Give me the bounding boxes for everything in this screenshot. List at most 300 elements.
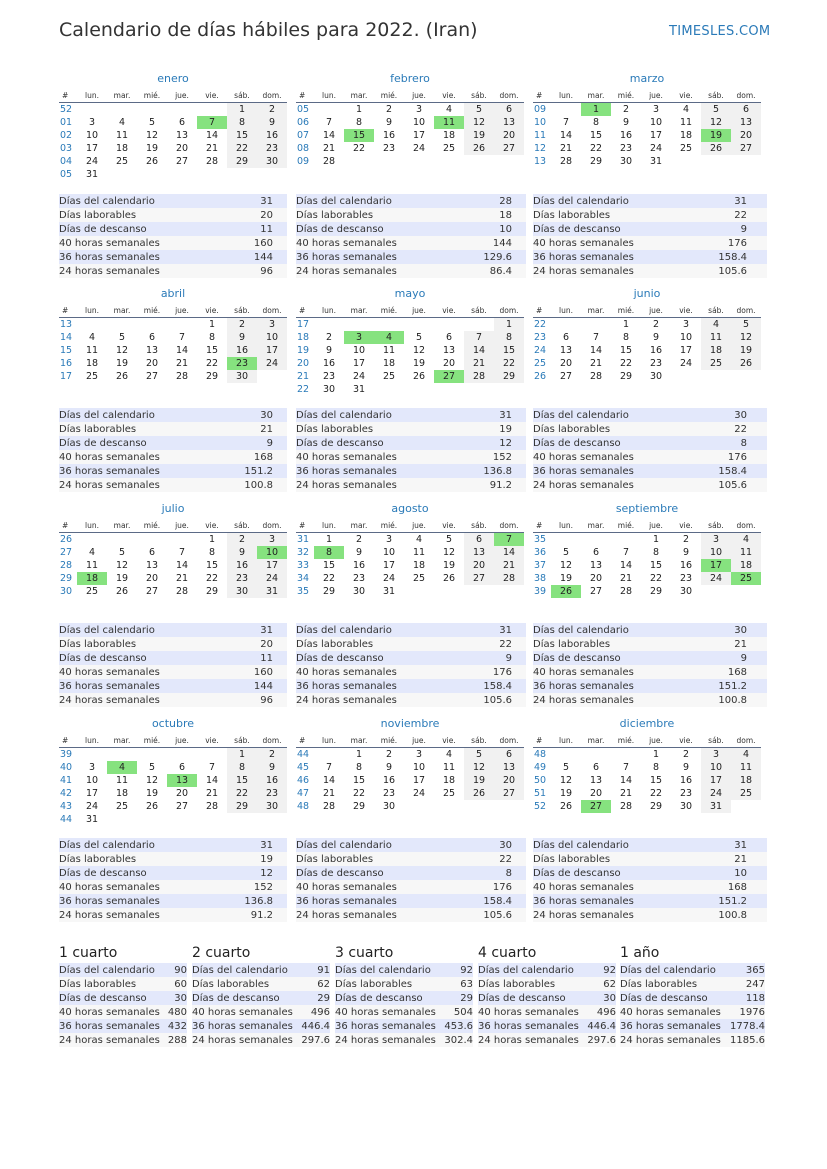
summary-label: Días de descanso [59,436,223,450]
summary-label: 40 horas semanales [296,450,462,464]
summary-value: 90 [167,963,187,977]
month-table [296,518,524,598]
day-cell: 23 [257,142,287,155]
week-number: 30 [60,586,73,597]
day-cell: 1 [652,534,660,545]
weekday-header: mar. [344,733,374,748]
day-cell: 6 [178,762,186,773]
week-number: 12 [534,143,547,154]
day-cell: 14 [619,560,633,571]
summary-row [296,894,526,908]
empty-cell [494,383,524,396]
summary-label: 36 horas semanales [59,679,223,693]
summary-label: 40 horas semanales [192,1005,299,1019]
day-cell: 19 [701,129,731,142]
summary-value: 31 [462,623,526,637]
day-cell: 10 [679,332,693,343]
day-cell: 4 [88,332,96,343]
day-cell: 20 [175,143,189,154]
summary-row [296,478,526,492]
summary-row [59,264,287,278]
summary-label: Días de descanso [533,436,697,450]
day-cell: 21 [175,573,189,584]
weekday-header-row [59,303,287,318]
weekday-header: dom. [731,733,761,748]
weekday-header: sáb. [227,518,257,533]
day-cell: 26 [115,371,129,382]
empty-cell [404,383,434,396]
summary-row [533,478,767,492]
summary-row [296,623,526,637]
summary-label: Días de descanso [296,436,462,450]
summary-value: 144 [462,236,526,250]
summary-value: 9 [697,222,767,236]
week-number: 22 [297,384,310,395]
summary-row [296,679,526,693]
day-cell: 18 [115,788,129,799]
brand-link[interactable]: TIMESLES.COM [669,24,771,39]
weekday-header: vie. [434,303,464,318]
weekday-header: mié. [374,518,404,533]
summary-label: Días de descanso [296,651,462,665]
week-row [296,546,524,559]
summary-label: 24 horas semanales [192,1033,299,1047]
weekday-header: sáb. [464,88,494,103]
summary-row [620,963,765,977]
month-noviembre [296,715,524,813]
week-row [296,533,524,547]
month-summary [533,623,767,707]
day-cell: 12 [442,547,456,558]
summary-label: 36 horas semanales [296,250,462,264]
empty-cell [494,585,524,598]
week-number: 28 [60,560,73,571]
weekday-header: lun. [77,733,107,748]
weekday-header: mar. [107,733,137,748]
summary-value: 11 [223,222,287,236]
month-title: octubre [151,717,195,730]
weekday-header: mar. [107,303,137,318]
day-cell: 19 [559,788,573,799]
day-cell: 5 [701,103,731,117]
summary-row [296,464,526,478]
day-cell: 21 [619,573,633,584]
summary-value: 30 [697,623,767,637]
weekday-header: lun. [314,303,344,318]
summary-label: Días laborables [620,977,728,991]
weekday-header: mar. [581,88,611,103]
week-row [59,559,287,572]
day-cell: 19 [559,573,573,584]
weekday-header: sáb. [227,733,257,748]
day-cell: 27 [559,371,573,382]
day-cell: 27 [581,800,611,813]
day-cell: 9 [385,762,393,773]
weekday-header: lun. [77,518,107,533]
day-cell: 8 [592,117,600,128]
day-cell: 14 [205,775,219,786]
summary-label: Días laborables [59,422,223,436]
day-cell: 17 [679,345,693,356]
summary-value: 31 [223,623,287,637]
day-cell: 31 [701,800,731,813]
quarter-block [478,943,616,1047]
day-cell: 20 [589,573,603,584]
day-cell: 28 [175,586,189,597]
day-cell: 25 [731,572,761,585]
summary-row [296,866,526,880]
weekday-header: dom. [731,303,761,318]
weekday-header-row [59,733,287,748]
summary-value: 28 [462,194,526,208]
summary-row [478,1005,616,1019]
day-cell: 5 [464,103,494,117]
day-cell: 5 [562,762,570,773]
summary-label: Días laborables [533,637,697,651]
page-title: Calendario de días hábiles para 2022. (Iran) [59,19,478,41]
quarter-block [59,943,187,1047]
day-cell: 25 [701,357,731,370]
day-cell: 7 [592,332,600,343]
summary-row [192,1019,330,1033]
summary-label: 36 horas semanales [533,894,697,908]
week-row [533,331,761,344]
summary-label: Días laborables [533,852,697,866]
day-cell: 17 [701,774,731,787]
day-cell: 5 [445,534,453,545]
summary-label: 36 horas semanales [533,464,697,478]
empty-cell [197,168,227,181]
month-octubre [59,715,287,826]
summary-row [192,991,330,1005]
weekday-header: dom. [494,733,524,748]
summary-row [59,478,287,492]
week-number: 35 [534,534,547,545]
summary-value: 30 [462,838,526,852]
day-cell: 31 [257,585,287,598]
empty-cell [197,103,227,117]
empty-cell [404,318,434,332]
month-title: abril [160,287,186,300]
summary-value: 31 [697,194,767,208]
empty-cell [167,318,197,332]
week-row [59,761,287,774]
summary-row [533,908,767,922]
weekday-header-row [533,303,761,318]
day-cell: 30 [257,800,287,813]
day-cell: 15 [227,129,257,142]
day-cell: 27 [494,787,524,800]
day-cell: 31 [382,586,396,597]
summary-row [533,866,767,880]
day-cell: 7 [178,547,186,558]
summary-label: 40 horas semanales [620,1005,728,1019]
summary-label: Días de descanso [478,991,585,1005]
weekday-header: lun. [551,518,581,533]
day-cell: 15 [649,560,663,571]
week-number: 52 [534,801,547,812]
summary-row [533,436,767,450]
day-cell: 27 [464,572,494,585]
week-row [59,103,287,117]
week-row [296,748,524,762]
summary-value: 29 [299,991,330,1005]
empty-cell [701,155,731,168]
day-cell: 25 [85,371,99,382]
weekday-header: # [533,88,551,103]
summary-value: 9 [462,651,526,665]
day-cell: 6 [148,547,156,558]
day-cell: 26 [145,156,159,167]
weekday-header-row [59,88,287,103]
day-cell: 16 [619,130,633,141]
day-cell: 14 [619,775,633,786]
week-row [533,357,761,370]
day-cell: 30 [679,586,693,597]
summary-label: 24 horas semanales [335,1033,442,1047]
quarter-title: 3 cuarto [335,945,394,961]
day-cell: 8 [622,332,630,343]
weekday-header: mié. [374,303,404,318]
day-cell: 8 [208,547,216,558]
empty-cell [494,800,524,813]
quarter-table [192,963,330,1047]
summary-label: 36 horas semanales [335,1019,442,1033]
summary-row [59,651,287,665]
day-cell: 18 [731,774,761,787]
day-cell: 22 [227,142,257,155]
day-cell: 30 [257,155,287,168]
day-cell: 2 [355,534,363,545]
day-cell: 11 [434,116,464,129]
week-row [533,116,761,129]
day-cell: 17 [85,143,99,154]
week-number: 17 [297,319,310,330]
weekday-header: mar. [581,518,611,533]
day-cell: 22 [494,357,524,370]
day-cell: 16 [382,130,396,141]
day-cell: 11 [731,546,761,559]
day-cell: 11 [731,761,761,774]
summary-label: Días laborables [192,977,299,991]
weekday-header: # [533,518,551,533]
summary-row [59,208,287,222]
weekday-header-row [296,303,524,318]
day-cell: 24 [85,156,99,167]
day-cell: 8 [355,117,363,128]
day-cell: 2 [257,103,287,117]
weekday-header: vie. [197,733,227,748]
week-number: 49 [534,762,547,773]
summary-row [59,464,287,478]
day-cell: 22 [205,358,219,369]
day-cell: 15 [494,344,524,357]
empty-cell [344,318,374,332]
day-cell: 11 [382,345,396,356]
month-table [533,733,761,813]
summary-value: 432 [167,1020,187,1032]
day-cell: 10 [257,331,287,344]
day-cell: 2 [227,533,257,547]
summary-value: 30 [697,408,767,422]
day-cell: 1 [355,104,363,115]
day-cell: 8 [208,332,216,343]
day-cell: 3 [385,534,393,545]
summary-row [59,1033,187,1047]
week-row [59,813,287,826]
empty-cell [137,318,167,332]
weekday-header: # [59,303,77,318]
summary-value: 31 [223,194,287,208]
day-cell: 6 [148,332,156,343]
day-cell: 5 [148,762,156,773]
day-cell: 25 [115,801,129,812]
summary-value: 20 [223,637,287,651]
week-number: 07 [297,130,310,141]
day-cell: 16 [322,358,336,369]
summary-label: 24 horas semanales [533,478,697,492]
weekday-header: mié. [611,733,641,748]
day-cell: 13 [589,775,603,786]
week-row [533,533,761,547]
day-cell: 19 [145,788,159,799]
day-cell: 6 [178,117,186,128]
week-row [533,155,761,168]
weekday-header: vie. [671,88,701,103]
summary-value: 105.6 [462,908,526,922]
day-cell: 27 [434,370,464,383]
weekday-header: mié. [611,88,641,103]
week-row [533,546,761,559]
summary-value: 22 [462,852,526,866]
summary-label: Días del calendario [59,194,223,208]
empty-cell [494,155,524,168]
week-row [533,559,761,572]
week-row [59,787,287,800]
day-cell: 6 [464,533,494,547]
summary-label: Días laborables [335,977,442,991]
weekday-header: jue. [641,303,671,318]
week-number: 25 [534,358,547,369]
month-summary [533,194,767,278]
empty-cell [731,370,761,383]
day-cell: 26 [464,142,494,155]
day-cell: 3 [257,533,287,547]
day-cell: 7 [494,533,524,547]
day-cell: 12 [412,345,426,356]
day-cell: 13 [145,560,159,571]
day-cell: 18 [382,358,396,369]
summary-value: 446.4 [301,1020,330,1032]
weekday-header: mié. [137,303,167,318]
week-row [296,357,524,370]
weekday-header: jue. [404,733,434,748]
day-cell: 29 [589,156,603,167]
summary-label: Días de descanso [296,866,462,880]
summary-value: 22 [697,208,767,222]
week-row [296,572,524,585]
day-cell: 29 [227,800,257,813]
week-row [533,787,761,800]
summary-value: 144 [223,250,287,264]
summary-label: 36 horas semanales [296,679,462,693]
summary-label: Días laborables [59,637,223,651]
summary-label: Días laborables [296,852,462,866]
summary-value: 10 [462,222,526,236]
summary-row [533,679,767,693]
summary-value: 92 [585,963,616,977]
week-number: 09 [534,104,547,115]
summary-label: 40 horas semanales [533,236,697,250]
month-summary [296,623,526,707]
week-number: 45 [297,762,310,773]
day-cell: 7 [178,332,186,343]
week-number: 44 [297,749,310,760]
day-cell: 20 [145,358,159,369]
day-cell: 3 [682,319,690,330]
day-cell: 4 [445,749,453,760]
day-cell: 23 [227,357,257,370]
day-cell: 16 [649,345,663,356]
weekday-header: jue. [167,88,197,103]
week-row [59,774,287,787]
day-cell: 5 [118,547,126,558]
day-cell: 18 [77,572,107,585]
summary-label: 24 horas semanales [533,693,697,707]
week-number: 31 [297,534,310,545]
day-cell: 15 [322,560,336,571]
day-cell: 26 [464,787,494,800]
week-number: 40 [60,762,73,773]
summary-row [59,908,287,922]
summary-row [533,222,767,236]
summary-value: 152 [223,880,287,894]
week-number: 06 [297,117,310,128]
summary-label: Días de descanso [533,651,697,665]
summary-value: 247 [728,977,765,991]
summary-label: Días del calendario [478,963,585,977]
day-cell: 6 [494,103,524,117]
weekday-header: mié. [137,733,167,748]
empty-cell [167,813,197,826]
summary-label: Días de descanso [296,222,462,236]
day-cell: 21 [205,788,219,799]
day-cell: 1 [622,319,630,330]
month-agosto [296,500,524,598]
week-number: 20 [297,358,310,369]
summary-value: 62 [299,977,330,991]
summary-row [192,963,330,977]
day-cell: 24 [701,787,731,800]
day-cell: 10 [352,345,366,356]
week-row [533,761,761,774]
empty-cell [137,533,167,547]
day-cell: 17 [257,559,287,572]
day-cell: 3 [652,104,660,115]
day-cell: 13 [175,130,189,141]
day-cell: 16 [352,560,366,571]
day-cell: 8 [652,547,660,558]
day-cell: 2 [622,104,630,115]
empty-cell [551,103,581,117]
day-cell: 11 [115,130,129,141]
month-marzo [533,70,761,168]
summary-label: Días laborables [296,422,462,436]
week-row [296,103,524,117]
day-cell: 23 [679,573,693,584]
summary-value: 168 [697,880,767,894]
summary-row [533,194,767,208]
